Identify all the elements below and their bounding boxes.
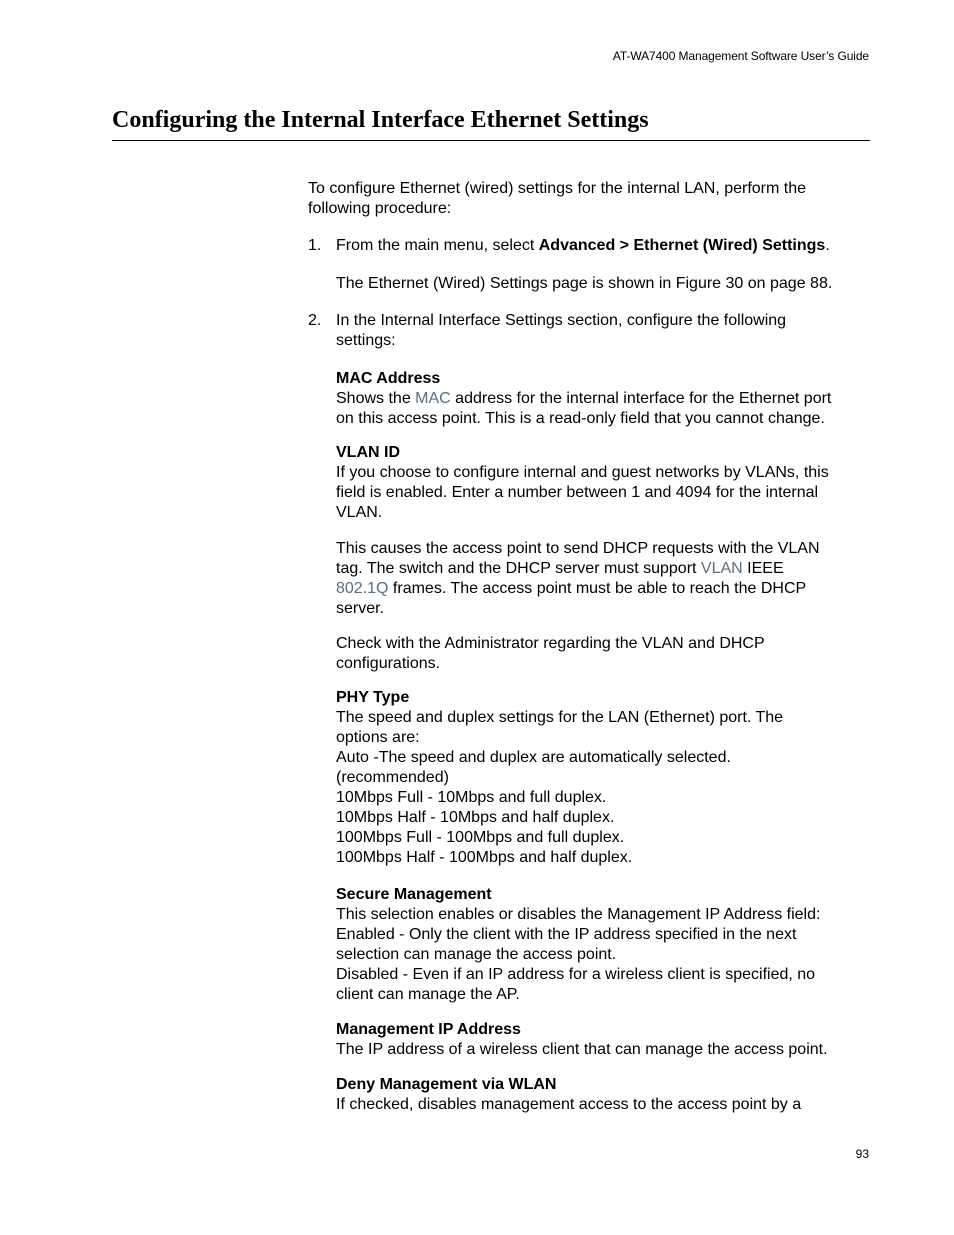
mac-link[interactable]: MAC [415,390,451,407]
step-2-number: 2. [308,312,322,329]
phy-type-setting: PHY Type The speed and duplex settings for the LAN (Ethernet) port. The options are: Auto -The speed and duplex are automatically selected. (recommended) 10Mbps Full - 10Mbps and full duplex. 10Mbps Half - 10Mbps and half duplex. 100Mbps Full - 100Mbps and full duplex. 100Mbps Half - 100Mbps and half duplex. [336,688,872,868]
deny-management-label: Deny Management via WLAN [336,1076,557,1093]
vlan-id-label: VLAN ID [336,444,400,461]
title-rule [112,140,870,141]
secure-management-setting: Secure Management This selection enables or disables the Management IP Address field: Enabled - Only the client with the IP address specified in the next selection can manage the access point. Disabled - Even if an IP address for a wireless client is specified, no client can manage the AP. [336,885,872,1005]
deny-management-setting: Deny Management via WLAN If checked, disables management access to the access point by a [336,1075,872,1115]
secure-management-label: Secure Management [336,886,492,903]
step-1-note: The Ethernet (Wired) Settings page is shown in Figure 30 on page 88. [336,275,833,292]
ieee-8021q-link[interactable]: 802.1Q [336,580,389,597]
page-number: 93 [855,1147,869,1161]
mac-address-label: MAC Address [336,370,441,387]
vlan-dhcp-paragraph: This causes the access point to send DHCP requests with the VLAN tag. The switch and the DHCP server must support VLAN IEEE 802.1Q frames. The access point must be able to reach the DHCP server. [336,540,820,617]
management-ip-label: Management IP Address [336,1021,521,1038]
menu-path: Advanced > Ethernet (Wired) Settings [538,237,826,254]
step-1-text: From the main menu, select Advanced > Ethernet (Wired) Settings. [336,237,830,254]
mac-address-setting: MAC Address Shows the MAC address for the internal interface for the Ethernet port on this access point. This is a read-only field that you cannot change. [336,369,872,429]
section-title: Configuring the Internal Interface Ethernet Settings [112,107,649,133]
vlan-admin-paragraph: Check with the Administrator regarding the VLAN and DHCP configurations. [336,635,765,672]
vlan-link[interactable]: VLAN [700,560,743,577]
step-1-number: 1. [308,237,322,254]
running-header: AT-WA7400 Management Software User’s Guide [612,49,869,63]
vlan-id-setting: VLAN ID If you choose to configure internal and guest networks by VLANs, this field is enabled. Enter a number between 1 and 4094 for the internal VLAN. [336,443,872,523]
intro-paragraph: To configure Ethernet (wired) settings for the internal LAN, perform the following procedure: [308,180,807,217]
management-ip-setting: Management IP Address The IP address of a wireless client that can manage the access point. [336,1020,872,1060]
step-2-text: In the Internal Interface Settings section, configure the following settings: [336,312,787,349]
phy-type-label: PHY Type [336,689,410,706]
